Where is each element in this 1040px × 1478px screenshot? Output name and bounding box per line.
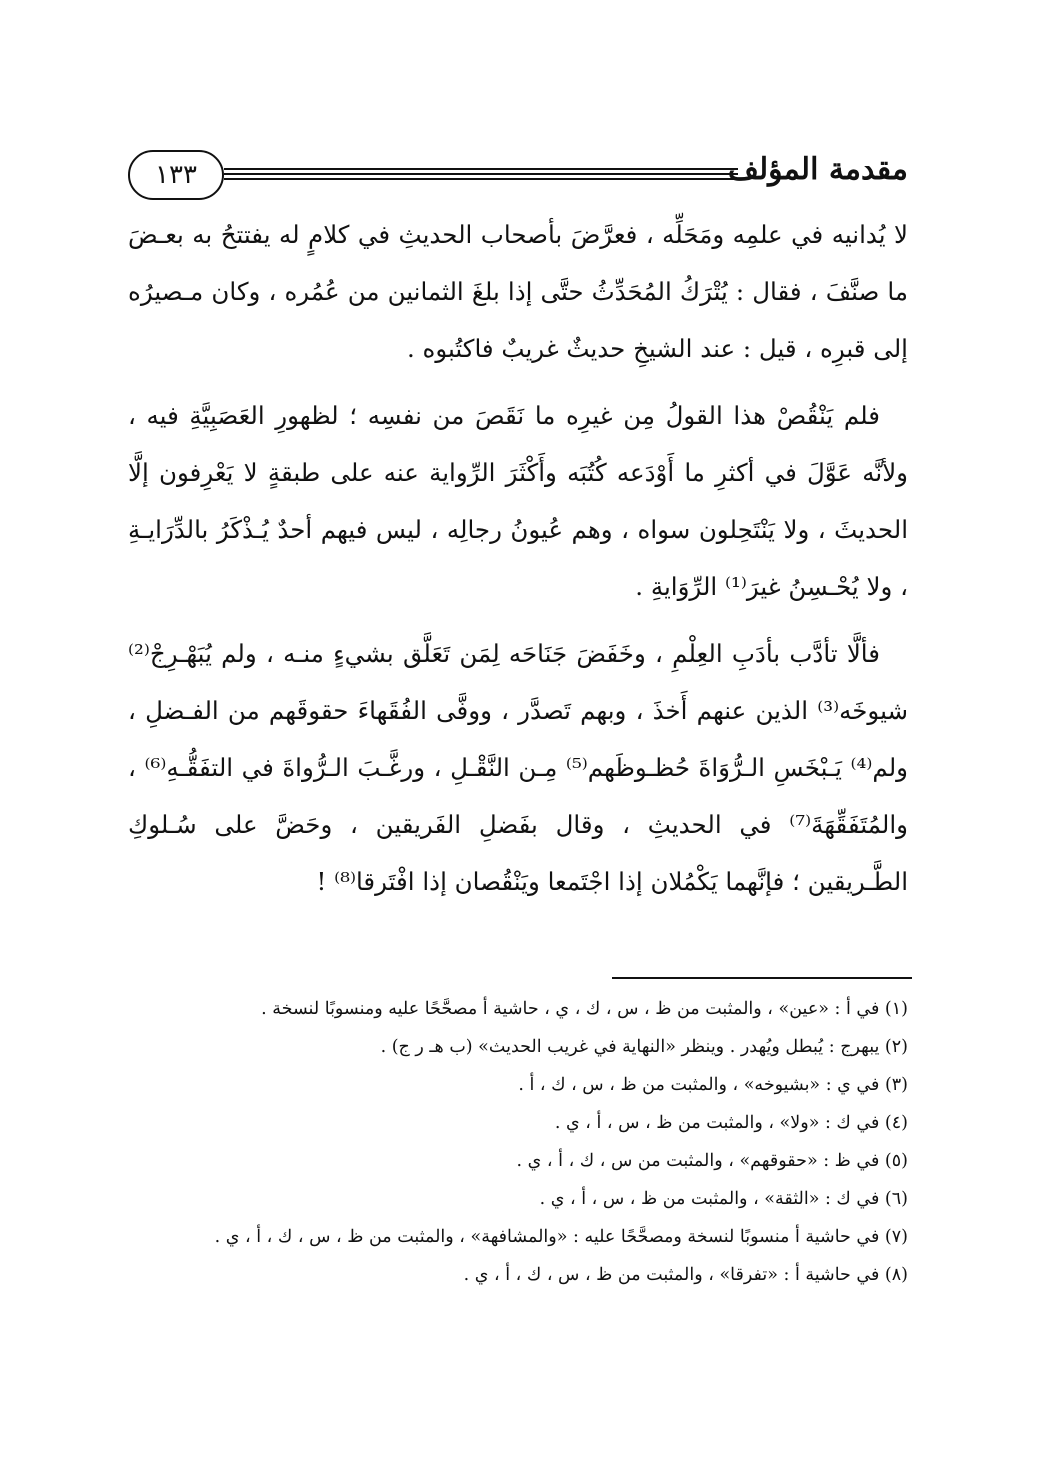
footnote-divider: [612, 977, 912, 979]
running-title: مقدمة المؤلف: [727, 152, 908, 187]
paragraph-2: فلم يَنْقُصْ هذا القولُ مِن غيرِه ما نَقَصَ من نفسِه ؛ لظهورِ العَصَبِيَّةِ فيه ، ولأنَّه عَوَّلَ في أكثرِ ما أَوْدَعه كُتُبَه وأَكْثَرَ الرِّواية عنه على طبقةٍ لا يَعْرِفون إلَّا الحديثَ ، ولا يَنْتَحِلون سواه ، وهم عُيونُ رجالِه ، ليس فيهم أحدٌ يُـذْكَرُ بالدِّرَايـةِ ، ولا يُحْـسِنُ غيرَ⁽¹⁾ الرِّوَايةِ .: [128, 401, 908, 601]
page-number: ١٣٣: [155, 160, 197, 190]
main-text: [128, 206, 908, 920]
footnote-3: (٣) في ي : «بشيوخه» ، والمثبت من ظ ، س ، ك ، أ .: [518, 1075, 908, 1095]
footnote-5: (٥) في ظ : «حقوقهم» ، والمثبت من س ، ك ، أ ، ي .: [516, 1151, 908, 1171]
footnote-6: (٦) في ك : «الثقة» ، والمثبت من ظ ، س ، أ ، ي .: [539, 1189, 908, 1209]
page-number-badge: [128, 150, 224, 200]
paragraph-1: لا يُدانيه في علمِه ومَحَلِّه ، فعرَّضَ بأصحاب الحديثِ في كلامٍ له يفتتحُ به بعـضَ ما صنَّفَ ، فقال : يُتْرَكُ المُحَدِّثُ حتَّى إذا بلغَ الثمانين من عُمُره ، وكان مـصيرُه إلى قبرِه ، قيل : عند الشيخِ حديثٌ غريبٌ فاكتُبوه .: [128, 220, 908, 363]
footnote-2: (٢) يبهرج : يُبطل ويُهدر . وينظر «النهاية في غريب الحديث» (ب هـ ر ج) .: [380, 1037, 908, 1057]
page-header: [128, 146, 908, 202]
paragraph-3: فألَّا تأدَّب بأدَبِ العِلْمِ ، وخَفَضَ جَنَاحَه لِمَن تَعَلَّق بشيءٍ منـه ، ولم يُبَهْـرِجْ⁽²⁾ شيوخَه⁽³⁾ الذين عنهم أَخذَ ، وبهم تَصدَّر ، ووفَّى الفُقَهاءَ حقوقَهم من الفـضلِ ، ولم⁽⁴⁾ يَـبْخَسِ الـرُّوَاةَ حُظـوظَهم⁽⁵⁾ مِـن النَّقْـلِ ، ورغَّـبَ الـرُّواةَ في التفَقُّـهِ⁽⁶⁾ ، والمُتَفَقِّهَةَ⁽⁷⁾ في الحديثِ ، وقال بفَضلِ الفَريقين ، وحَضَّ على سُـلوكِ الطَّـريقين ؛ فإنَّهما يَكْمُلان إذا اجْتَمعا ويَنْقُصان إذا افْتَرقا⁽⁸⁾ !: [128, 639, 908, 896]
footnotes: [128, 990, 908, 1294]
footnote-8: (٨) في حاشية أ : «تفرقا» ، والمثبت من ظ ، س ، ك ، أ ، ي .: [463, 1265, 908, 1285]
footnote-1: (١) في أ : «عين» ، والمثبت من ظ ، س ، ك ، ي ، حاشية أ مصحَّحًا عليه ومنسوبًا لنسخة .: [261, 999, 908, 1019]
header-rule: [224, 168, 738, 180]
footnote-4: (٤) في ك : «ولا» ، والمثبت من ظ ، س ، أ ، ي .: [554, 1113, 908, 1133]
footnote-7: (٧) في حاشية أ منسوبًا لنسخة ومصحَّحًا عليه : «والمشافهة» ، والمثبت من ظ ، س ، ك ، أ ، ي .: [214, 1227, 908, 1247]
